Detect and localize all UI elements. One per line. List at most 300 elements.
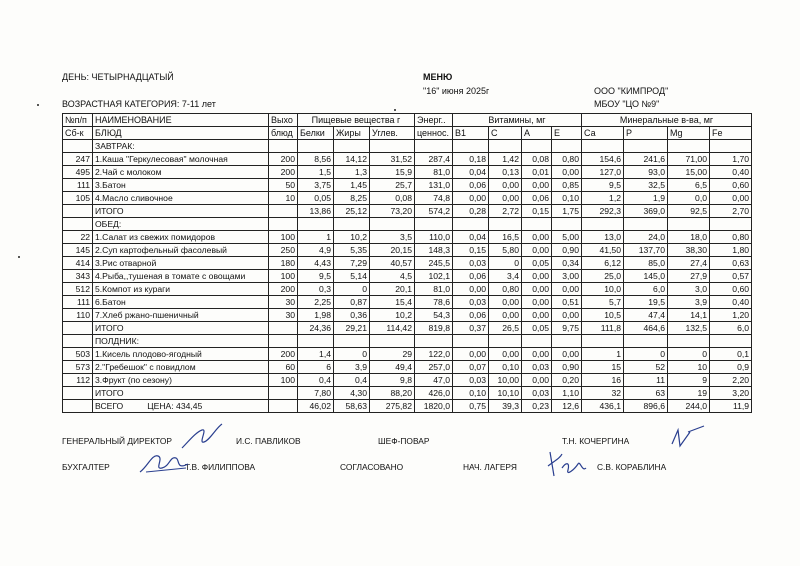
table-cell: 50 bbox=[269, 179, 298, 192]
table-cell bbox=[370, 140, 415, 153]
scan-speck bbox=[394, 109, 396, 111]
table-cell: 0,3 bbox=[298, 283, 334, 296]
table-cell: 0,87 bbox=[334, 296, 370, 309]
table-cell: 74,8 bbox=[415, 192, 453, 205]
table-cell: 15 bbox=[582, 361, 624, 374]
table-cell: 38,30 bbox=[668, 244, 710, 257]
table-cell: 1,70 bbox=[710, 153, 752, 166]
table-cell: 145 bbox=[63, 244, 93, 257]
table-cell: 3,00 bbox=[552, 270, 582, 283]
table-cell: 200 bbox=[269, 283, 298, 296]
table-cell: 1,80 bbox=[710, 244, 752, 257]
table-cell: 0,60 bbox=[710, 179, 752, 192]
table-cell: 574,2 bbox=[415, 205, 453, 218]
col-p: Р bbox=[624, 127, 668, 140]
table-cell: 0 bbox=[489, 257, 522, 270]
table-cell bbox=[63, 335, 93, 348]
table-cell: 0,0 bbox=[668, 192, 710, 205]
table-cell bbox=[269, 400, 298, 413]
table-cell: 0,08 bbox=[370, 192, 415, 205]
table-cell bbox=[522, 218, 552, 231]
menu-date: "16" июня 2025г bbox=[423, 86, 490, 96]
table-cell: 27,4 bbox=[668, 257, 710, 270]
table-cell: 0,04 bbox=[453, 166, 489, 179]
table-cell: 512 bbox=[63, 283, 93, 296]
table-cell: 92,5 bbox=[668, 205, 710, 218]
table-cell: 0,13 bbox=[489, 166, 522, 179]
table-cell: 13,86 bbox=[298, 205, 334, 218]
table-cell: 0,40 bbox=[710, 296, 752, 309]
table-cell: 13,0 bbox=[582, 231, 624, 244]
table-cell bbox=[370, 335, 415, 348]
dish-row bbox=[63, 257, 752, 270]
total-row bbox=[63, 205, 752, 218]
table-cell: 154,6 bbox=[582, 153, 624, 166]
table-cell: 5.Компот из кураги bbox=[93, 283, 269, 296]
table-cell: 1,2 bbox=[582, 192, 624, 205]
table-cell bbox=[269, 322, 298, 335]
col-e: Е bbox=[552, 127, 582, 140]
table-cell: 71,00 bbox=[668, 153, 710, 166]
table-cell: 18,0 bbox=[668, 231, 710, 244]
table-cell: 85,0 bbox=[624, 257, 668, 270]
table-cell bbox=[63, 205, 93, 218]
table-cell: 47,0 bbox=[415, 374, 453, 387]
table-cell: 81,0 bbox=[415, 283, 453, 296]
table-cell: 137,70 bbox=[624, 244, 668, 257]
table-cell: 100 bbox=[269, 231, 298, 244]
table-cell bbox=[298, 335, 334, 348]
table-cell bbox=[710, 335, 752, 348]
table-cell: 3,5 bbox=[370, 231, 415, 244]
table-cell bbox=[668, 218, 710, 231]
table-cell: 111 bbox=[63, 179, 93, 192]
table-cell: 1,75 bbox=[552, 205, 582, 218]
table-cell: 16 bbox=[582, 374, 624, 387]
table-cell: 1.Каша "Геркулесовая" молочная bbox=[93, 153, 269, 166]
dish-row bbox=[63, 374, 752, 387]
table-cell: 1820,0 bbox=[415, 400, 453, 413]
table-cell: 25,12 bbox=[334, 205, 370, 218]
table-cell: 0,03 bbox=[453, 257, 489, 270]
table-cell: 131,0 bbox=[415, 179, 453, 192]
table-cell: 122,0 bbox=[415, 348, 453, 361]
table-cell bbox=[710, 218, 752, 231]
table-cell: 22 bbox=[63, 231, 93, 244]
table-cell: 0,00 bbox=[489, 309, 522, 322]
col-c: С bbox=[489, 127, 522, 140]
table-cell: 0,06 bbox=[453, 270, 489, 283]
table-cell: 112 bbox=[63, 374, 93, 387]
table-cell: 49,4 bbox=[370, 361, 415, 374]
table-cell: 0,00 bbox=[453, 348, 489, 361]
table-cell: 10 bbox=[269, 192, 298, 205]
dish-row bbox=[63, 153, 752, 166]
table-cell: 369,0 bbox=[624, 205, 668, 218]
table-cell: 0,10 bbox=[453, 387, 489, 400]
table-cell: 0 bbox=[334, 283, 370, 296]
age-category: ВОЗРАСТНАЯ КАТЕГОРИЯ: 7-11 лет bbox=[62, 99, 216, 109]
table-cell: 0,06 bbox=[522, 192, 552, 205]
table-cell bbox=[453, 335, 489, 348]
table-cell: 0 bbox=[668, 348, 710, 361]
table-cell: 4,43 bbox=[298, 257, 334, 270]
table-cell: 426,0 bbox=[415, 387, 453, 400]
table-cell: 1,4 bbox=[298, 348, 334, 361]
table-cell: 1,42 bbox=[489, 153, 522, 166]
table-cell: 292,3 bbox=[582, 205, 624, 218]
table-cell bbox=[63, 140, 93, 153]
chef-signature bbox=[668, 424, 708, 454]
table-cell: 15,00 bbox=[668, 166, 710, 179]
col-yield-2: блюд bbox=[269, 127, 298, 140]
col-vitamins: Витамины, мг bbox=[453, 114, 582, 127]
table-cell bbox=[522, 140, 552, 153]
dish-row bbox=[63, 270, 752, 283]
table-cell: 0,00 bbox=[710, 192, 752, 205]
table-cell: 3,75 bbox=[298, 179, 334, 192]
table-cell: 24,0 bbox=[624, 231, 668, 244]
table-cell bbox=[710, 140, 752, 153]
table-cell: 0,80 bbox=[489, 283, 522, 296]
table-cell: 73,20 bbox=[370, 205, 415, 218]
section-title: ПОЛДНИК: bbox=[93, 335, 269, 348]
table-cell: 2,25 bbox=[298, 296, 334, 309]
grand-total-word: ВСЕГО bbox=[95, 401, 124, 411]
section-title: ОБЕД: bbox=[93, 218, 269, 231]
table-cell: 19,5 bbox=[624, 296, 668, 309]
table-cell: 1,10 bbox=[552, 387, 582, 400]
table-cell: 0,80 bbox=[710, 231, 752, 244]
dish-row bbox=[63, 166, 752, 179]
section-row bbox=[63, 335, 752, 348]
table-cell: 52 bbox=[624, 361, 668, 374]
table-cell: 20,15 bbox=[370, 244, 415, 257]
table-cell: 1.Кисель плодово-ягодный bbox=[93, 348, 269, 361]
table-cell: 5,7 bbox=[582, 296, 624, 309]
table-cell: 100 bbox=[269, 270, 298, 283]
table-cell: 0,00 bbox=[522, 283, 552, 296]
table-cell bbox=[582, 140, 624, 153]
table-cell: 7,29 bbox=[334, 257, 370, 270]
table-cell: 343 bbox=[63, 270, 93, 283]
table-cell: 6.Батон bbox=[93, 296, 269, 309]
table-cell: 10,0 bbox=[582, 283, 624, 296]
table-cell: 29,21 bbox=[334, 322, 370, 335]
table-cell: 5,00 bbox=[552, 231, 582, 244]
col-nutrients: Пищевые вещества г bbox=[298, 114, 415, 127]
dish-row bbox=[63, 296, 752, 309]
table-cell: 244,0 bbox=[668, 400, 710, 413]
total-row bbox=[63, 322, 752, 335]
table-cell: 3,9 bbox=[334, 361, 370, 374]
table-cell bbox=[298, 140, 334, 153]
table-cell bbox=[624, 218, 668, 231]
table-cell: 495 bbox=[63, 166, 93, 179]
table-cell: 60 bbox=[269, 361, 298, 374]
table-cell: 0,00 bbox=[522, 309, 552, 322]
table-cell: 114,42 bbox=[370, 322, 415, 335]
table-cell: 2.Чай с молоком bbox=[93, 166, 269, 179]
col-minerals: Минеральные в-ва, мг bbox=[582, 114, 752, 127]
agreed-label: СОГЛАСОВАНО bbox=[340, 462, 404, 472]
table-cell: 573 bbox=[63, 361, 93, 374]
table-cell: 20,1 bbox=[370, 283, 415, 296]
table-cell: 1.Салат из свежих помидоров bbox=[93, 231, 269, 244]
table-cell: 0,90 bbox=[552, 361, 582, 374]
dish-row bbox=[63, 361, 752, 374]
table-cell: 10,00 bbox=[489, 374, 522, 387]
table-cell bbox=[63, 322, 93, 335]
table-cell bbox=[668, 140, 710, 153]
table-cell bbox=[489, 140, 522, 153]
table-cell: 9,75 bbox=[552, 322, 582, 335]
menu-table bbox=[62, 113, 752, 413]
table-cell: 10,10 bbox=[489, 387, 522, 400]
table-cell bbox=[668, 335, 710, 348]
table-cell: 16,5 bbox=[489, 231, 522, 244]
table-cell: 0,15 bbox=[522, 205, 552, 218]
table-cell bbox=[453, 140, 489, 153]
table-cell bbox=[334, 335, 370, 348]
table-cell: 0,90 bbox=[552, 244, 582, 257]
table-cell: 6,0 bbox=[624, 283, 668, 296]
table-cell bbox=[489, 218, 522, 231]
table-cell: 46,02 bbox=[298, 400, 334, 413]
table-cell: 0,05 bbox=[522, 257, 552, 270]
table-cell: 0,4 bbox=[334, 374, 370, 387]
table-cell: 24,36 bbox=[298, 322, 334, 335]
table-cell bbox=[453, 218, 489, 231]
camp-title: НАЧ. ЛАГЕРЯ bbox=[463, 462, 517, 472]
dish-row bbox=[63, 244, 752, 257]
col-energy-2: ценнос. bbox=[415, 127, 453, 140]
table-cell: 10 bbox=[668, 361, 710, 374]
table-cell: 11,9 bbox=[710, 400, 752, 413]
table-cell: 27,9 bbox=[668, 270, 710, 283]
table-cell: 0,00 bbox=[489, 179, 522, 192]
header-row-1 bbox=[63, 114, 752, 127]
table-cell: 0,03 bbox=[453, 374, 489, 387]
table-cell: 54,3 bbox=[415, 309, 453, 322]
table-cell bbox=[522, 335, 552, 348]
table-cell: 81,0 bbox=[415, 166, 453, 179]
table-cell: 0,40 bbox=[710, 166, 752, 179]
table-cell: 3.Рис отварной bbox=[93, 257, 269, 270]
col-fat: Жиры bbox=[334, 127, 370, 140]
table-cell: 15,4 bbox=[370, 296, 415, 309]
table-cell: 1,20 bbox=[710, 309, 752, 322]
table-cell: 30 bbox=[269, 309, 298, 322]
table-cell: 127,0 bbox=[582, 166, 624, 179]
col-name-1: НАИМЕНОВАНИЕ bbox=[93, 114, 269, 127]
school-name: МБОУ "ЦО №9" bbox=[594, 99, 660, 109]
table-cell: 2,72 bbox=[489, 205, 522, 218]
table-cell: 0,00 bbox=[522, 270, 552, 283]
header-row-2 bbox=[63, 127, 752, 140]
director-title: ГЕНЕРАЛЬНЫЙ ДИРЕКТОР bbox=[62, 436, 172, 446]
table-cell: 0 bbox=[334, 348, 370, 361]
table-cell: 32,5 bbox=[624, 179, 668, 192]
table-cell: 241,6 bbox=[624, 153, 668, 166]
col-protein: Белки bbox=[298, 127, 334, 140]
table-cell: 1 bbox=[298, 231, 334, 244]
col-ca: Са bbox=[582, 127, 624, 140]
table-cell: 30 bbox=[269, 296, 298, 309]
chef-title: ШЕФ-ПОВАР bbox=[378, 436, 430, 446]
table-cell: 0,08 bbox=[522, 153, 552, 166]
table-cell: 0,20 bbox=[552, 374, 582, 387]
table-cell: 31,52 bbox=[370, 153, 415, 166]
table-cell: 148,3 bbox=[415, 244, 453, 257]
table-cell: 245,5 bbox=[415, 257, 453, 270]
table-cell: 275,82 bbox=[370, 400, 415, 413]
table-cell: 2.Суп картофельный фасолевый bbox=[93, 244, 269, 257]
table-cell bbox=[63, 387, 93, 400]
table-cell: 180 bbox=[269, 257, 298, 270]
table-cell: 896,6 bbox=[624, 400, 668, 413]
table-cell: 4,5 bbox=[370, 270, 415, 283]
table-cell: 0,00 bbox=[489, 348, 522, 361]
col-carbs: Углев. bbox=[370, 127, 415, 140]
table-cell: 0,51 bbox=[552, 296, 582, 309]
table-cell: 3,0 bbox=[668, 283, 710, 296]
table-cell: 10,2 bbox=[370, 309, 415, 322]
table-cell: 250 bbox=[269, 244, 298, 257]
table-cell: 2,20 bbox=[710, 374, 752, 387]
table-cell: 4.Рыба,,тушеная в томате с овощами bbox=[93, 270, 269, 283]
table-cell: 200 bbox=[269, 166, 298, 179]
table-cell: 93,0 bbox=[624, 166, 668, 179]
table-cell: 0,06 bbox=[453, 309, 489, 322]
table-cell bbox=[489, 335, 522, 348]
menu-title: МЕНЮ bbox=[423, 72, 453, 82]
table-cell: 5,14 bbox=[334, 270, 370, 283]
table-cell: 6 bbox=[298, 361, 334, 374]
col-fe: Fe bbox=[710, 127, 752, 140]
table-cell: 414 bbox=[63, 257, 93, 270]
table-cell: 5,35 bbox=[334, 244, 370, 257]
table-cell: 0,63 bbox=[710, 257, 752, 270]
table-cell: 0,00 bbox=[522, 231, 552, 244]
table-cell: 819,8 bbox=[415, 322, 453, 335]
table-cell: 0,00 bbox=[522, 296, 552, 309]
accountant-title: БУХГАЛТЕР bbox=[62, 462, 110, 472]
table-cell: 503 bbox=[63, 348, 93, 361]
table-cell: 0,4 bbox=[298, 374, 334, 387]
table-cell: 0,00 bbox=[552, 283, 582, 296]
table-cell: 1,9 bbox=[624, 192, 668, 205]
col-a: А bbox=[522, 127, 552, 140]
table-cell: 0,00 bbox=[552, 166, 582, 179]
table-cell: 3.Фрукт (по сезону) bbox=[93, 374, 269, 387]
table-cell: 3,20 bbox=[710, 387, 752, 400]
table-cell: 1,98 bbox=[298, 309, 334, 322]
table-cell bbox=[582, 335, 624, 348]
table-cell: 10,2 bbox=[334, 231, 370, 244]
col-mg: Mg bbox=[668, 127, 710, 140]
table-cell bbox=[415, 140, 453, 153]
table-cell: 200 bbox=[269, 153, 298, 166]
director-name: И.С. ПАВЛИКОВ bbox=[236, 436, 301, 446]
table-cell: 3,4 bbox=[489, 270, 522, 283]
table-cell: 4,30 bbox=[334, 387, 370, 400]
table-cell: 200 bbox=[269, 348, 298, 361]
grand-total-row bbox=[63, 400, 752, 413]
table-cell: 8,25 bbox=[334, 192, 370, 205]
table-cell: 41,50 bbox=[582, 244, 624, 257]
table-cell bbox=[63, 218, 93, 231]
table-cell: 0,15 bbox=[453, 244, 489, 257]
table-cell: 0,9 bbox=[710, 361, 752, 374]
col-energy-1: Энерг.. bbox=[415, 114, 453, 127]
table-cell: 0,00 bbox=[552, 348, 582, 361]
table-cell: 0,18 bbox=[453, 153, 489, 166]
table-cell bbox=[269, 335, 298, 348]
col-b1: В1 bbox=[453, 127, 489, 140]
table-cell bbox=[370, 218, 415, 231]
table-cell: 6,0 bbox=[710, 322, 752, 335]
table-cell: ИТОГО bbox=[93, 322, 269, 335]
table-cell: ИТОГО bbox=[93, 205, 269, 218]
section-row bbox=[63, 140, 752, 153]
section-row bbox=[63, 218, 752, 231]
table-cell: 4.Масло сливочное bbox=[93, 192, 269, 205]
table-cell: 9,8 bbox=[370, 374, 415, 387]
table-cell: 1,3 bbox=[334, 166, 370, 179]
table-cell: 0,57 bbox=[710, 270, 752, 283]
scan-speck bbox=[37, 104, 39, 106]
table-cell: 110,0 bbox=[415, 231, 453, 244]
table-cell: 0,04 bbox=[453, 231, 489, 244]
table-cell: 58,63 bbox=[334, 400, 370, 413]
table-cell: 7,80 bbox=[298, 387, 334, 400]
camp-signature bbox=[544, 448, 588, 482]
table-cell: 0,00 bbox=[453, 192, 489, 205]
table-cell: 0,03 bbox=[453, 296, 489, 309]
table-cell: 0,00 bbox=[522, 244, 552, 257]
table-cell: 40,57 bbox=[370, 257, 415, 270]
table-cell: 0,00 bbox=[489, 296, 522, 309]
table-cell: 9 bbox=[668, 374, 710, 387]
table-cell: 0,00 bbox=[522, 179, 552, 192]
company-name: ООО "КИМПРОД" bbox=[594, 86, 669, 96]
table-cell bbox=[298, 218, 334, 231]
table-cell: 0,05 bbox=[522, 322, 552, 335]
table-cell bbox=[415, 218, 453, 231]
table-cell: 110 bbox=[63, 309, 93, 322]
table-cell: 257,0 bbox=[415, 361, 453, 374]
table-cell: 78,6 bbox=[415, 296, 453, 309]
table-cell: 8,56 bbox=[298, 153, 334, 166]
table-cell: 0,00 bbox=[489, 192, 522, 205]
table-cell: 0,10 bbox=[552, 192, 582, 205]
table-cell: 0,10 bbox=[489, 361, 522, 374]
camp-name: С.В. КОРАБЛИНА bbox=[597, 462, 667, 472]
table-cell: 0,37 bbox=[453, 322, 489, 335]
table-cell bbox=[334, 218, 370, 231]
table-cell: 0,36 bbox=[334, 309, 370, 322]
table-cell: 0,00 bbox=[522, 374, 552, 387]
table-cell: 0 bbox=[624, 348, 668, 361]
table-cell: 25,7 bbox=[370, 179, 415, 192]
table-cell: 26,5 bbox=[489, 322, 522, 335]
table-cell: 6,12 bbox=[582, 257, 624, 270]
table-cell: 9,5 bbox=[298, 270, 334, 283]
table-cell: 19 bbox=[668, 387, 710, 400]
table-cell: 4,9 bbox=[298, 244, 334, 257]
table-cell: 7.Хлеб ржано-пшеничный bbox=[93, 309, 269, 322]
